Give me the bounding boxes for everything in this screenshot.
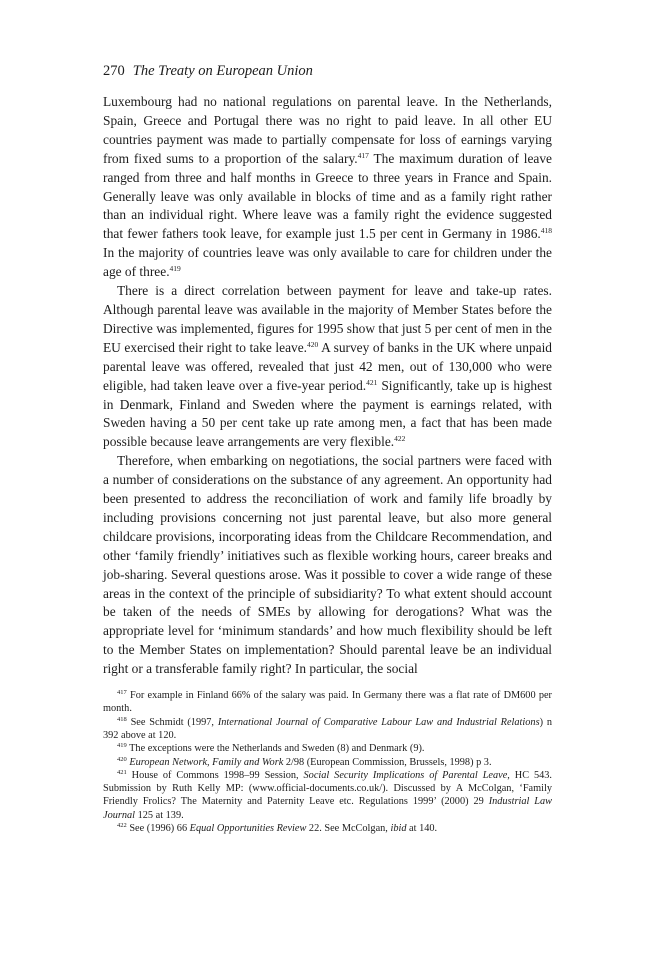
paragraph-1: Luxembourg had no national regulations on parental leave. In the Netherlands, Spain, Greece and Portugal there was no right to paid leave. In all other EU countries payment was made to partially compensate for loss of earnings varying from fixed sums to a proportion of the salary.$^{417}$ The maximum duration of leave ranged from three and half months in Greece to three years in France and Spain. Generally leave was only available in blocks of time and as a family right rather than an individual right. Where leave was a family right the evidence suggested that fewer fathers took leave, for example just 1.5 per cent in Germany in 1986.$^{418}$ In the majority of countries leave was only available to care for children under the age of three.$^{419}$ (103, 94, 552, 280)
book-page (103, 62, 552, 835)
footnotes (103, 689, 552, 835)
running-head (103, 62, 552, 80)
page-number: 270 (103, 63, 125, 79)
footnote-420: $^{420}$ European Network, Family and Work 2/98 (European Commission, Brussels, 1998) p 3. (117, 755, 492, 768)
footnote-419: $^{419}$ The exceptions were the Netherlands and Sweden (8) and Denmark (9). (117, 742, 425, 755)
footnote-ref-419: 419 (169, 264, 181, 274)
footnote-417: $^{417}$ For example in Finland 66% of the salary was paid. In Germany there was a flat rate of DM600 per month. (103, 689, 552, 715)
paragraph-3: Therefore, when embarking on negotiations, the social partners were faced with a number of considerations on the substance of any agreement. An opportunity had been presented to address the reconciliation of work and family life broadly by including provisions concerning not just parental leave, but also more general childcare provisions, incorporating ideas from the Childcare Recommendation, and other ‘family friendly’ initiatives such as flexible working hours, career breaks and job-sharing. Several questions arose. Was it possible to cover a wide range of these areas in the context of the principle of subsidiarity? To what extent should account be taken of the needs of SMEs by allowing for derogations? What was the appropriate level for ‘minimum standards’ and how much flexibility should be left to the Member States on implementation? Should parental leave be an individual right or a transferable family right? In particular, the social (103, 453, 552, 677)
footnote-ref-418: 418 (540, 226, 552, 236)
footnote-ref-417: 417 (357, 150, 369, 160)
footnote-separator (103, 679, 552, 689)
footnote-ref-422: 422 (394, 434, 406, 444)
body-text (103, 93, 552, 679)
footnote-ref-421: 421 (366, 377, 378, 387)
footnote-421: $^{421}$ House of Commons 1998–99 Session, Social Security Implications of Parental Leave, HC 543. Submission by Ruth Kelly MP: (www.official-documents.co.uk/). Discussed by A McColgan, ‘Family Friendly Frolics? The Maternity and Paternity Leave etc. Regulations 1999’ (2000) 29 Industrial Law Journal 125 at 139. (103, 768, 553, 821)
footnote-ref-420: 420 (307, 339, 319, 349)
running-title: The Treaty on European Union (132, 63, 313, 79)
footnote-422: $^{422}$ See (1996) 66 Equal Opportunities Review 22. See McColgan, ibid at 140. (117, 822, 438, 835)
footnote-418: $^{418}$ See Schmidt (1997, International Journal of Comparative Labour Law and Industrial Relations) n 392 above at 120. (103, 715, 552, 741)
paragraph-2: There is a direct correlation between payment for leave and take-up rates. Although parental leave was available in the majority of Member States before the Directive was implemented, figures for 1995 show that just 5 per cent of men in the EU exercised their right to take leave.$^{420}$ A survey of banks in the UK where unpaid parental leave was offered, revealed that just 42 men, out of 130,000 who were eligible, had taken leave over a five-year period.$^{421}$ Significantly, take up is highest in Denmark, Finland and Sweden where the payment is earnings related, with Sweden having a 50 per cent take up rate among men, a fact that has been made possible because leave arrangements are very flexible.$^{422}$ (103, 283, 553, 450)
